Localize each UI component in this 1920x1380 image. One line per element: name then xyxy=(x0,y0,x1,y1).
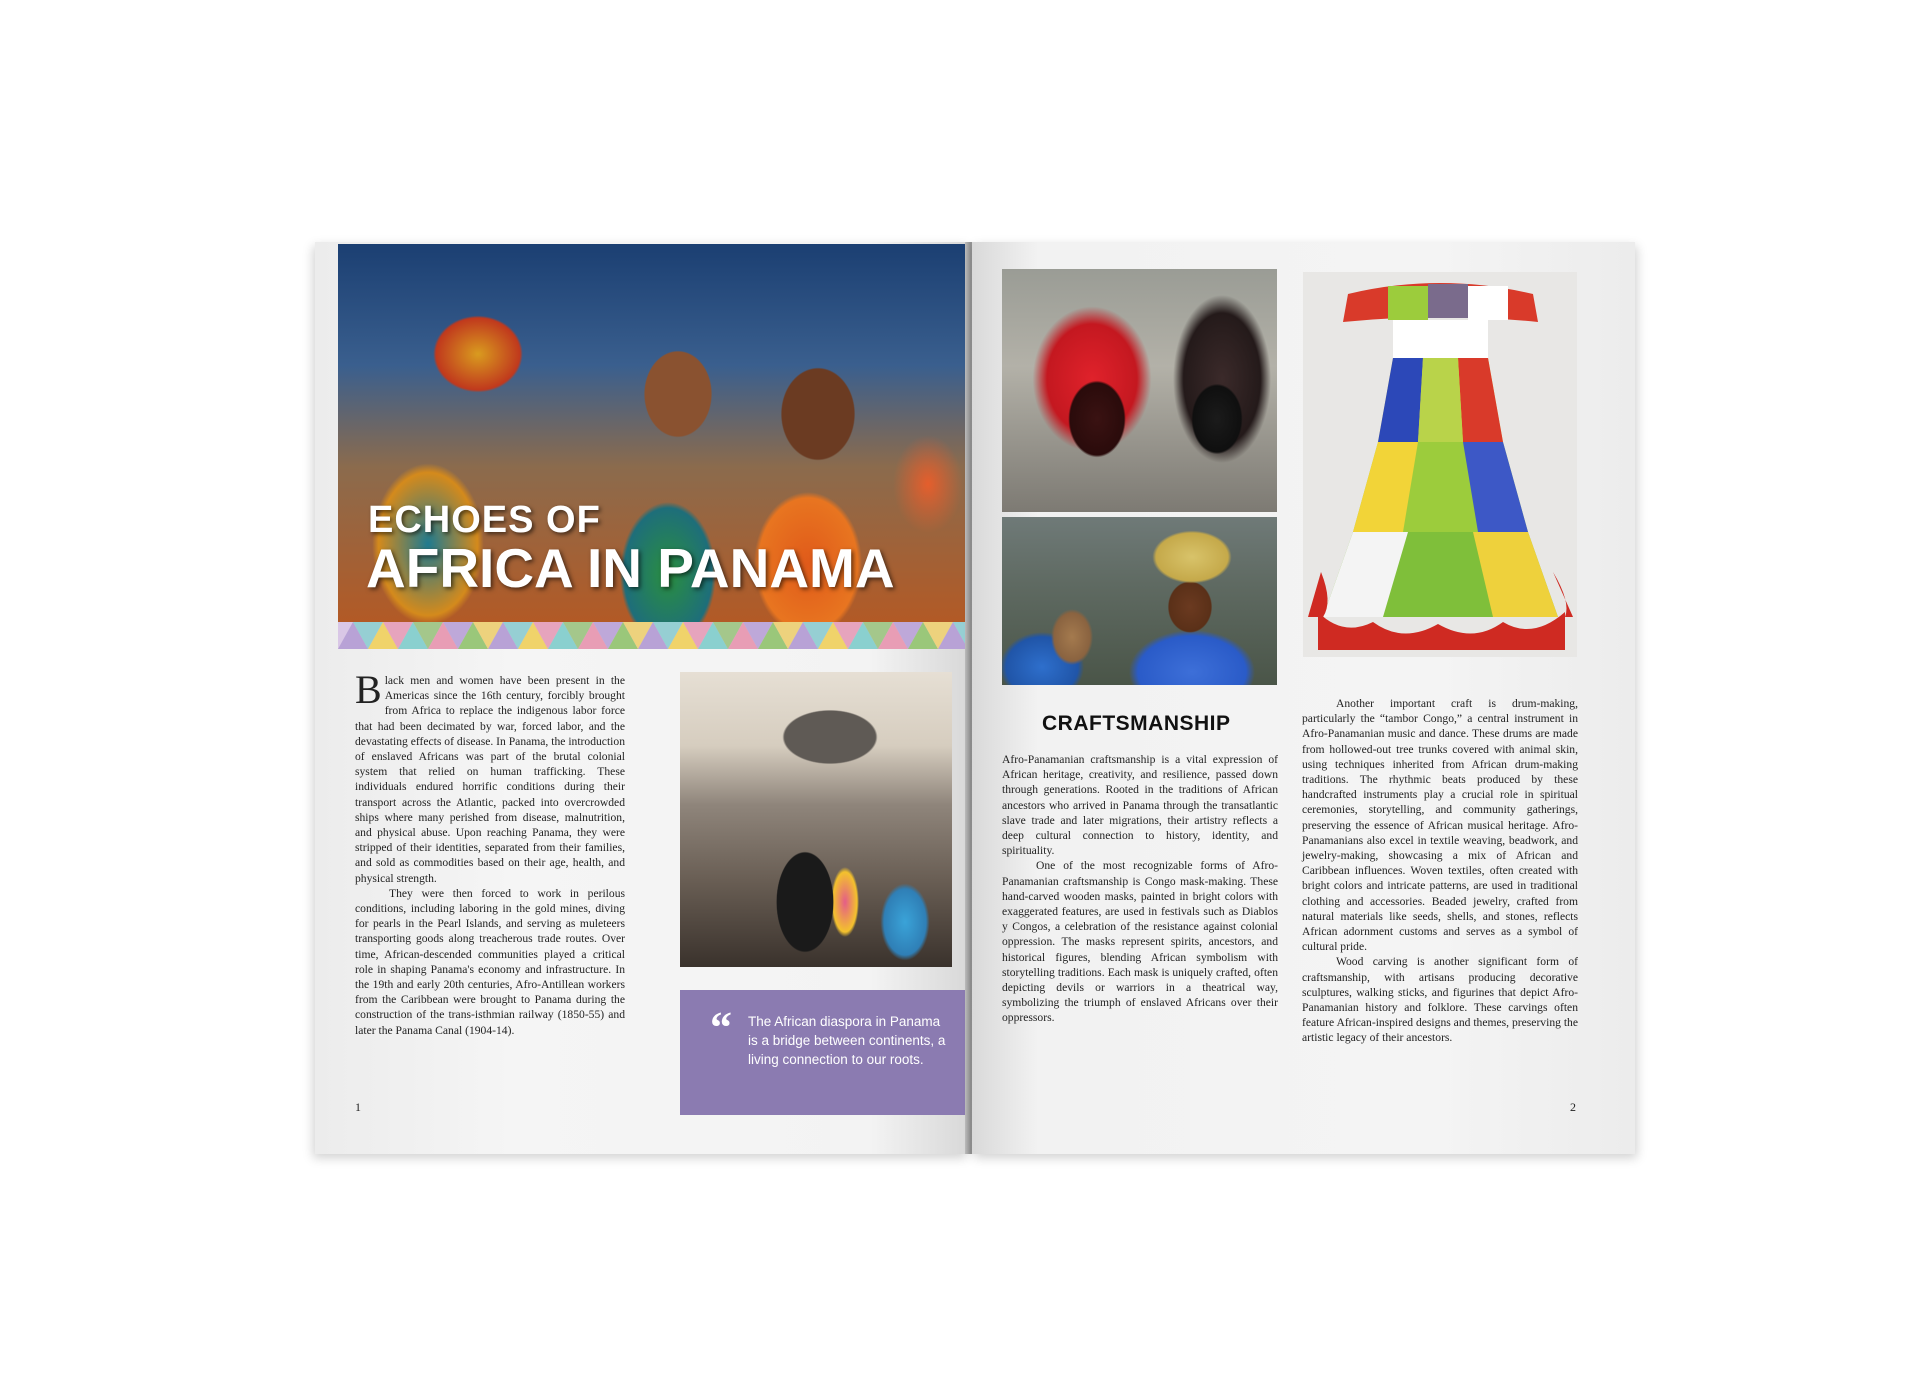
pull-quote-box xyxy=(680,990,969,1115)
craft-paragraph-2: One of the most recognizable forms of Afro-Panamanian craftsmanship is Congo mask-making. These hand-carved wooden masks, painted in bright colors with exaggerated features, are used in festivals such as Diablos y Congos, a celebration of the resistance against colonial oppression. The masks represent spirits, ancestors, and historical figures, blending African symbolism with storytelling traditions. Each mask is uniquely crafted, often depicting devils or warriors in a theatrical way, symbolizing the triumph of enslaved Africans over their oppressors. xyxy=(1002,859,1278,1025)
dress-illustration xyxy=(1303,272,1577,657)
hero-photo-dancers xyxy=(338,244,968,649)
craftsmanship-column-1 xyxy=(1002,752,1278,1026)
craft-paragraph-1: Afro-Panamanian craftsmanship is a vital expression of African heritage, creativity, and resilience, passed down through generations. Rooted in the traditions of African ancestors who arrived in Panama through the transatlantic slave trade and later migrations, their artistry reflects a deep cultural connection to history, identity, and spirituality. xyxy=(1002,753,1278,858)
section-title-craftsmanship: CRAFTSMANSHIP xyxy=(1042,712,1231,735)
right-page xyxy=(972,242,1635,1154)
intro-paragraph-2: They were then forced to work in perilous conditions, including laboring in the gold mines, diving for pearls in the Pearl Islands, and serving as muleteers transporting goods along treacherous trade routes. Over time, African-descended communities played a critical role in shaping Panama's economy and infrastructure. In the 19th and early 20th centuries, Afro-Antillean workers from the Caribbean were brought to Panama during the construction of the trans-isthmian railway (1850-55) and later the Panama Canal (1904-14). xyxy=(355,886,625,1037)
photo-fort-performer xyxy=(680,672,952,967)
page-number-left: 1 xyxy=(355,1100,361,1114)
quote-mark-icon: “ xyxy=(710,1003,732,1052)
photo-congo-masks xyxy=(1002,269,1277,512)
hero-title-line1: ECHOES OF xyxy=(368,499,601,541)
page-number-right: 2 xyxy=(1570,1100,1576,1114)
left-page xyxy=(315,242,969,1154)
photo-patchwork-dress xyxy=(1303,272,1577,657)
magazine-spread xyxy=(315,242,1635,1154)
triangle-pattern-band xyxy=(338,622,968,649)
dropcap-letter: B xyxy=(355,667,382,712)
hero-title-line2: AFRICA IN PANAMA xyxy=(366,537,895,599)
craft-paragraph-4: Wood carving is another significant form of craftsmanship, with artisans producing decorative sculptures, walking sticks, and figurines that depict Afro-Panamanian history and folklore. These carvings often feature African-inspired designs and themes, preserving the artistic legacy of their ancestors. xyxy=(1302,955,1578,1045)
craftsmanship-column-2 xyxy=(1302,696,1578,1046)
pull-quote-text: The African diaspora in Panama is a bridge between continents, a living connection to our roots. xyxy=(748,1014,946,1067)
intro-paragraph-1: lack men and women have been present in the Americas since the 16th century, forcibly brought from Africa to replace the indigenous labor force that had been decimated by war, forced labor, and the devastating effects of disease. In Panama, the introduction of enslaved Africans was part of the brutal colonial system that relied on human trafficking. These individuals endured horrific conditions during their transport across the Atlantic, packed into overcrowded ships where many perished from disease, malnutrition, and physical abuse. Upon reaching Panama, they were stripped of their identities, separated from their families, and sold as commodities based on their age, health, and physical strength. xyxy=(355,674,625,885)
photo-drummers xyxy=(1002,517,1277,685)
intro-article-text xyxy=(355,667,625,1038)
craft-paragraph-3: Another important craft is drum-making, particularly the “tambor Congo,” a central instrument in Afro-Panamanian music and dance. These drums are made from hollowed-out tree trunks covered with animal skin, using techniques inherited from African drum-making traditions. The rhythmic beats produced by these handcrafted instruments play a crucial role in spiritual ceremonies, storytelling, and community gatherings, preserving the essence of African musical heritage. Afro-Panamanians also excel in textile weaving, beadwork, and jewelry-making, showcasing a mix of African and Caribbean influences. Woven textiles, often created with bright colors and intricate patterns, are used in traditional clothing and accessories. Beaded jewelry, crafted from natural materials like seeds, shells, and stones, reflects African adornment customs and serves as a symbol of cultural pride. xyxy=(1302,697,1578,954)
